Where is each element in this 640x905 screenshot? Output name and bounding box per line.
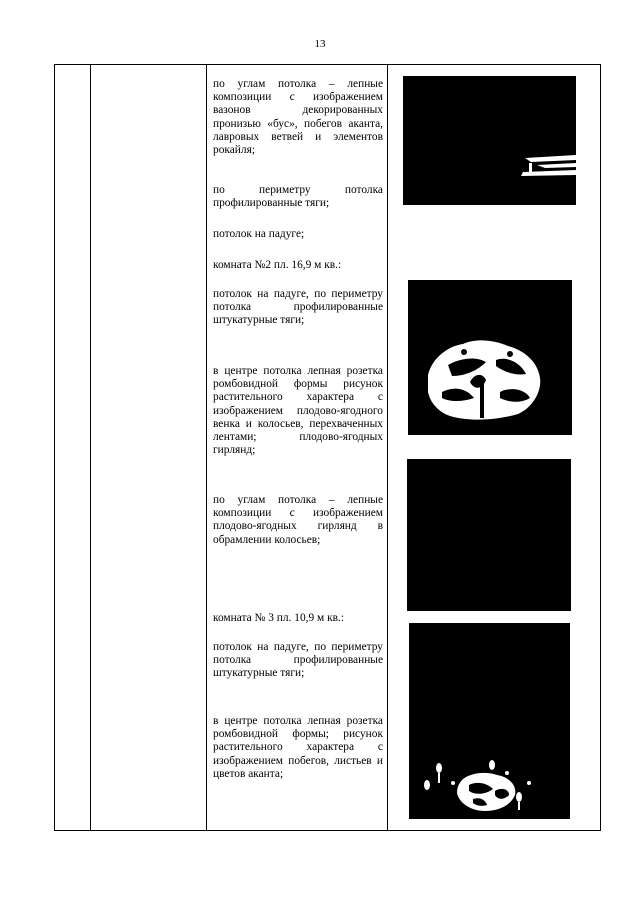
- description-paragraph: по углам потолка – лепные композиции с изображением вазонов декорированных пронизью «бус», побегов аканта, лавровых ветвей и элементов рокайля;: [213, 78, 383, 157]
- table-column-divider: [206, 65, 207, 830]
- ceiling-rosette-photo-room-2: [408, 280, 572, 435]
- room-heading: комната №2 пл. 16,9 м кв.:: [213, 259, 342, 271]
- description-paragraph: потолок на падуге, по периметру потолка профилированные штукатурные тяги;: [213, 641, 383, 680]
- description-paragraph: в центре потолка лепная розетка ромбовидной формы; рисунок растительного характера с изображением побегов, листьев и цветов аканта;: [213, 715, 383, 780]
- description-paragraph: по углам потолка – лепные композиции с изображением плодово-ягодных гирлянд в обрамлении колосьев;: [213, 494, 383, 546]
- description-paragraph: по периметру потолка профилированные тяги;: [213, 184, 383, 210]
- description-paragraph: потолок на падуге;: [213, 228, 305, 240]
- description-paragraph: потолок на падуге, по периметру потолка профилированные штукатурные тяги;: [213, 288, 383, 327]
- ceiling-rosette-photo-room-3: [409, 623, 570, 819]
- table-column-divider: [387, 65, 388, 830]
- ceiling-corner-photo: [403, 76, 576, 205]
- table-column-divider: [90, 65, 91, 830]
- description-paragraph: в центре потолка лепная розетка ромбовидной формы рисунок растительного характера с изображением плодово-ягодного венка и колосьев, перехваченных лентами; плодово-ягодных гирлянд;: [213, 365, 383, 457]
- room-heading: комната № 3 пл. 10,9 м кв.:: [213, 612, 345, 624]
- page-number: 13: [314, 38, 326, 50]
- ceiling-corner-photo-room-2: [407, 459, 571, 611]
